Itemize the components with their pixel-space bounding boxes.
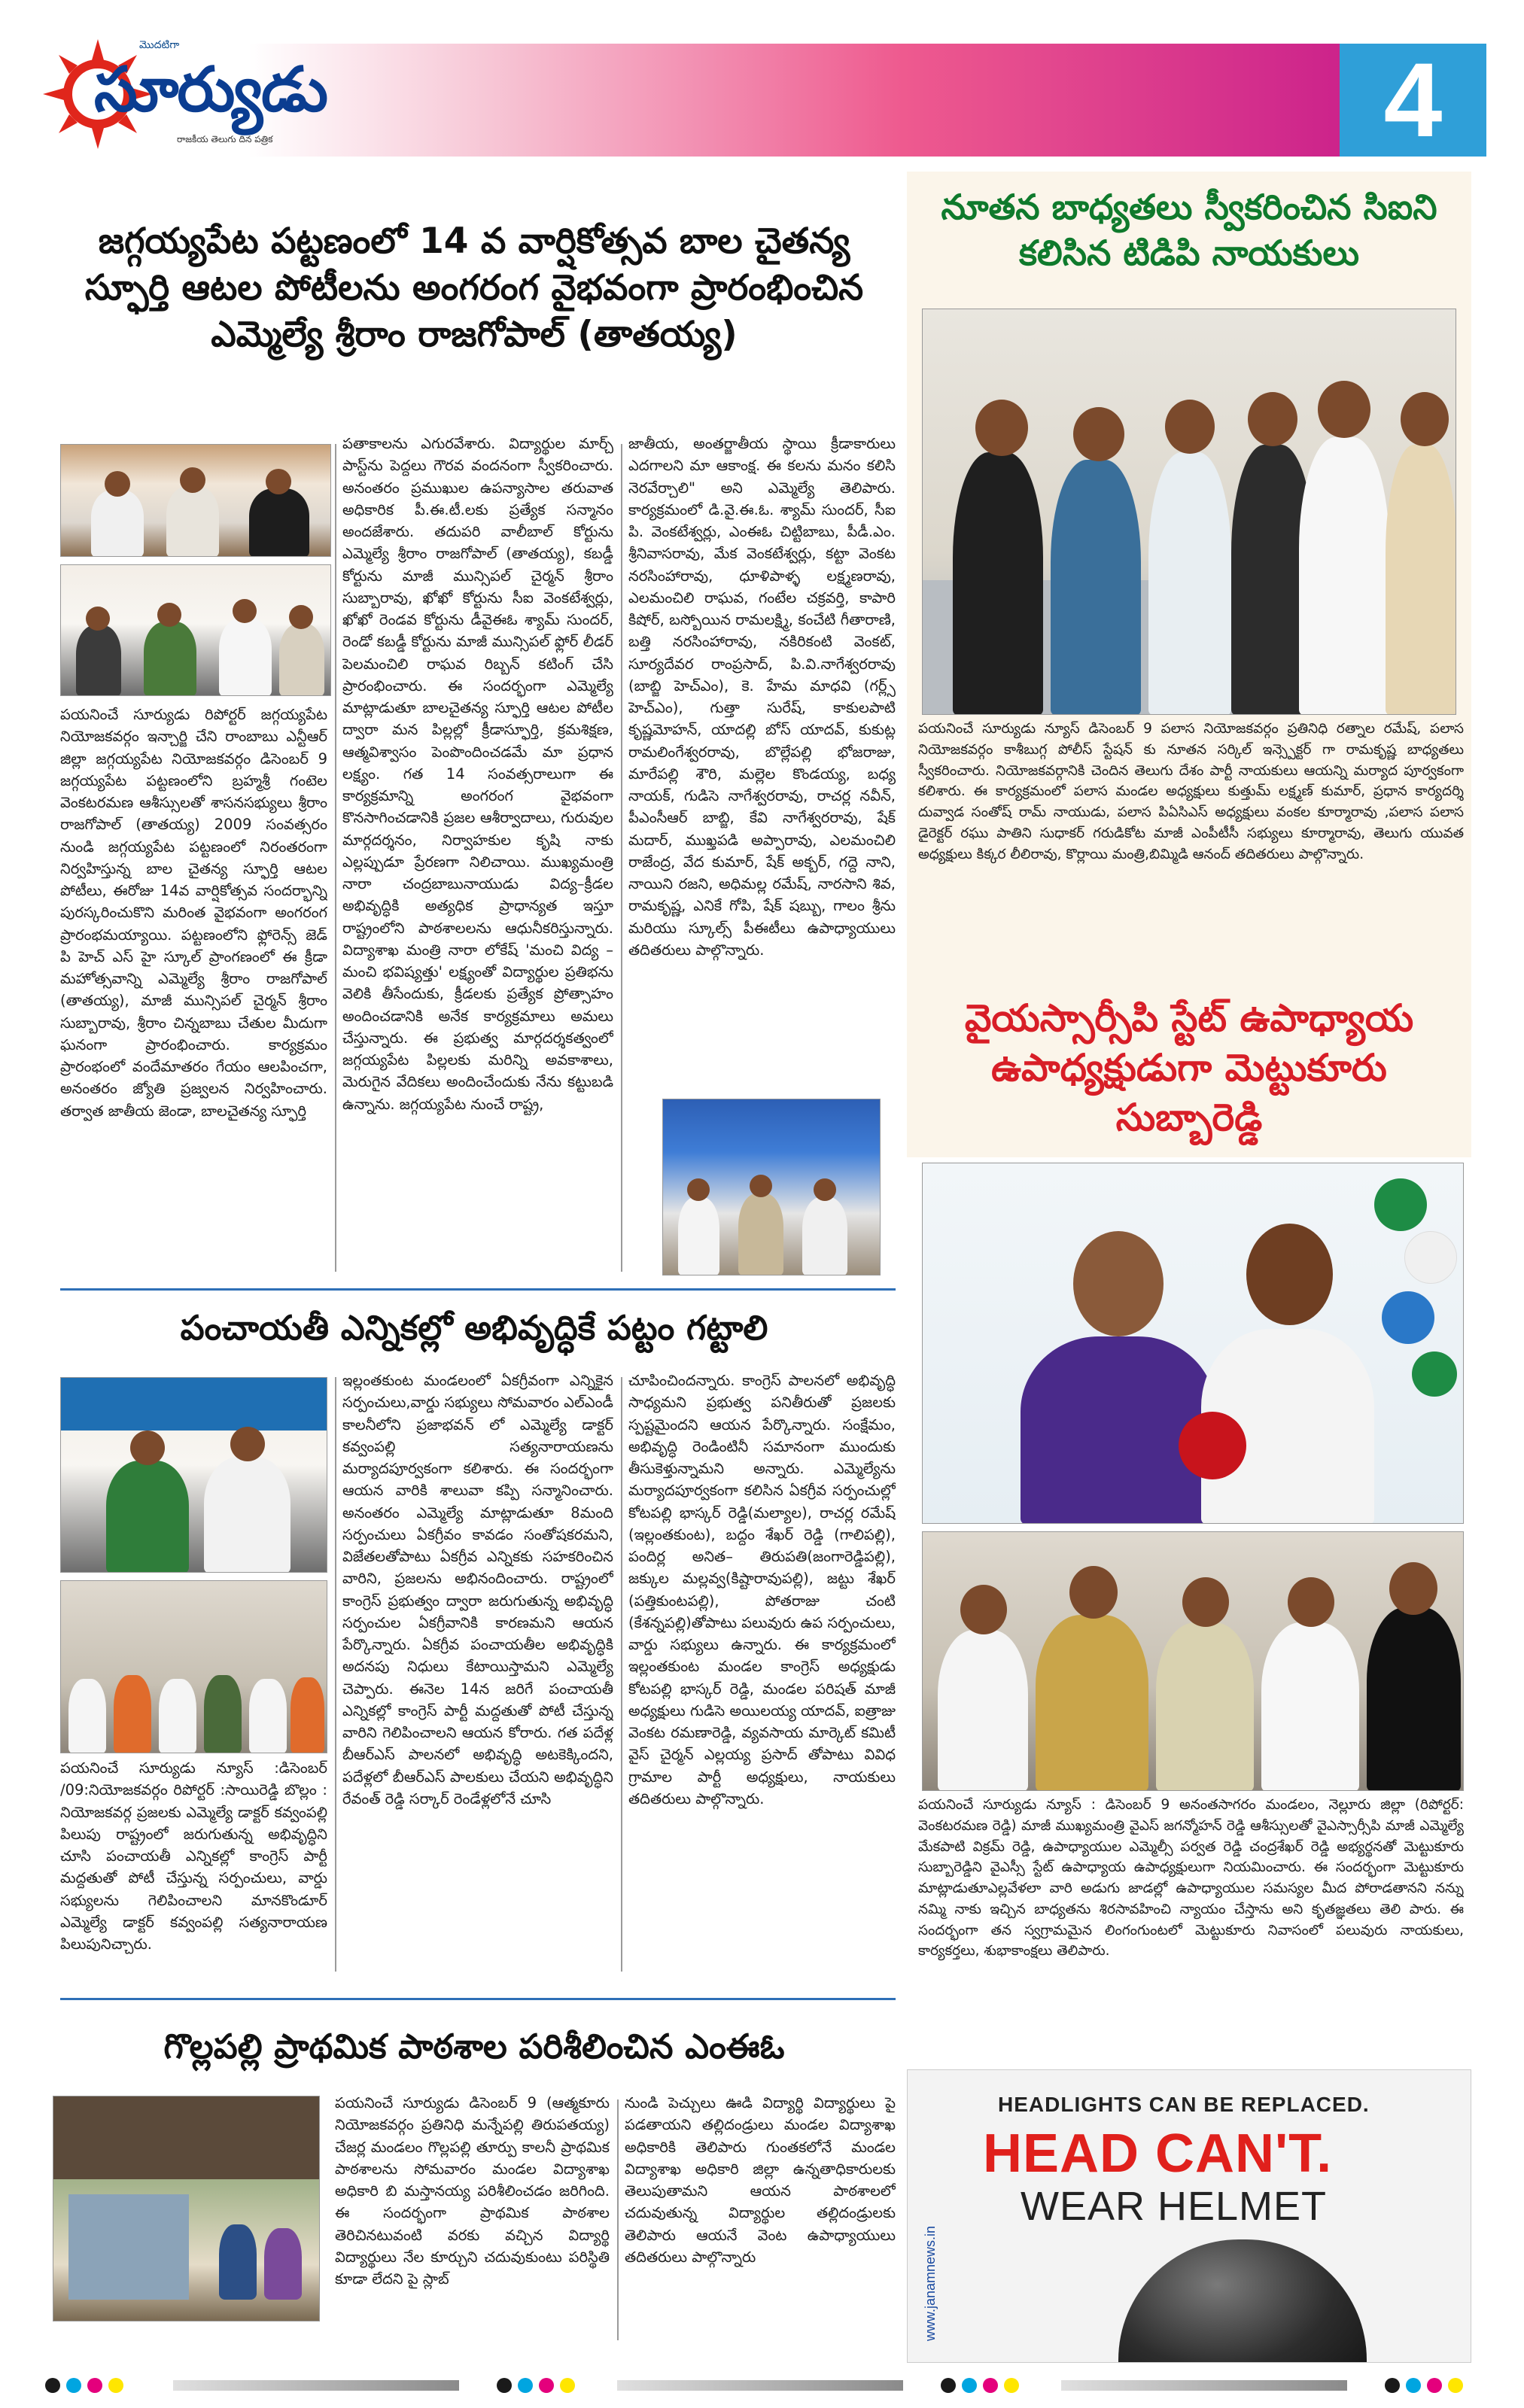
article5-headline: వైయస్సార్సీపి స్టేట్ ఉపాధ్యాయ ఉపాధ్యక్షుడుగా మెట్టుకూరు సుబ్బారెడ్డి bbox=[964, 996, 1414, 1139]
article1-photo-lamp-lighting bbox=[60, 444, 331, 557]
article2-photo-group bbox=[60, 1580, 327, 1753]
article3-column-2: నుండి పెచ్చులు ఊడి విద్యార్థి విద్యార్థులు పై పడతాయని తల్లిదండ్రులు మండల విద్యాశాఖ అధికారికి తెలిపారు గుంతకలోనే మండల విద్యాశాఖ అధికారి జిల్లా ఉన్నతాధికారులకు తెలుపుతామని ఆయన పాఠశాలలో చదువుతున్న విద్యార్థుల తల్లిదండ్రులకు తెలిపారు ఆయనే వెంట ఉపాధ్యాయులు తదితరులు పాల్గొన్నారు bbox=[625, 2094, 896, 2266]
logo-small-text: మొదటిగా bbox=[139, 39, 180, 51]
logo-tagline: రాజకీయ తెలుగు దిన పత్రిక bbox=[177, 134, 273, 144]
article1-headline: జగ్గయ్యపేట పట్టణంలో 14 వ వార్షికోత్సవ బాల చైతన్య స్ఫూర్తి ఆటల పోటీలను అంగరంగ వైభవంగా ప్రారంభించిన ఎమ్మెల్యే శ్రీరాం రాజగోపాల్ (తాతయ్య) bbox=[84, 220, 864, 356]
article5-photo-group bbox=[922, 1531, 1464, 1791]
section-divider bbox=[60, 1998, 896, 2000]
newspaper-logo bbox=[41, 30, 327, 158]
article5-photo-felicitation bbox=[922, 1163, 1464, 1524]
ad-line-2: HEAD CAN'T. bbox=[983, 2124, 1333, 2184]
article2-headline: పంచాయతీ ఎన్నికల్లో అభివృద్ధికే పట్టం గట్టాలి bbox=[180, 1308, 768, 1348]
ad-line-1: HEADLIGHTS CAN BE REPLACED. bbox=[998, 2093, 1370, 2116]
article5-body: పయనించే సూర్యుడు న్యూస్ : డిసెంబర్ 9 అనంతసాగరం మండలం, నెల్లూరు జిల్లా (రిపోర్టర్: వెంకటరమణ రెడ్డి) మాజీ ముఖ్యమంత్రి వైఎస్ జగన్మోహన్ రెడ్డి ఆశీస్సులతో వైఎస్సార్సీపి మాజీ ఎమ్మెల్యే మేకపాటి విక్రమ్ రెడ్డి, ఉపాధ్యాయుల ఎమ్మెల్సీ పర్వత రెడ్డి చంద్రశేఖర్ రెడ్డి అభ్యర్థనతో మెట్టుకూరు సుబ్బారెడ్డిని వైఎస్సీ స్టేట్ ఉపాధ్యాయ ఉపాధ్యక్షులుగా నియమించారు. ఈ సందర్భంగా మెట్టుకూరు మాట్లాడుతూఎల్లవేళలా వారి అడుగు జాడల్లో ఉపాధ్యాయుల సమస్యల మీద పోరాడతానని నన్ను నమ్మి నాకు ఇచ్చిన బాధ్యతను శిరసావహించి న్యాయం చేస్తాను అని కృతజ్ఞతలు తెలి పారు. ఈ సందర్భంగా తన స్వగ్రామమైన లింగంగుంటలో మెట్టుకూరు నివాసంలో పలువురు నాయకులు, కార్యకర్తలు, శుభాకాంక్షలు తెలిపారు. bbox=[918, 1797, 1464, 1960]
article2-column-1: పయనించే సూర్యుడు న్యూస్ :డిసెంబర్ /09:నియోజకవర్గం రిపోర్టర్ :సాయిరెడ్డి బొల్లం : నియోజకవర్గ ప్రజలకు ఎమ్మెల్యే డాక్టర్ కవ్వంపల్లి పిలుపు రాష్ట్రంలో జరుగుతున్న అభివృద్ధిని చూసి పంచాయతీ ఎన్నికల్లో కాంగ్రెస్ పార్టీ మద్దతుతో పోటీ చేస్తున్న సర్పంచులు, వార్డు సభ్యులను గెలిపించాలని మానకొండూర్ ఎమ్మెల్యే డాక్టర్ కవ్వంపల్లి సత్యనారాయణ పిలుపునిచ్చారు. bbox=[60, 1759, 327, 1953]
column-divider bbox=[621, 1377, 622, 1972]
column-divider bbox=[617, 2099, 619, 2340]
print-color-bar bbox=[0, 2370, 1524, 2400]
article1-column-1: పయనించే సూర్యుడు రిపోర్టర్ జగ్గయ్యపేట నియోజకవర్గం ఇన్చార్జి చేని రాంబాబు ఎన్టీఆర్ జిల్లా జగ్గయ్యపేట నియోజకవర్గం డిసెంబర్ 9 జగ్గయ్యపేట పట్టణంలోని బ్రహ్మశ్రీ గంటెల వెంకటరమణ ఆశీస్సులతో శాసనసభ్యులు శ్రీరాం రాజగోపాల్ (తాతయ్య) 2009 సంవత్సరం నుండి జగ్గయ్యపేట పట్టణంలో నిరంతరంగా నిర్వహిస్తున్న బాల చైతన్య స్ఫూర్తి ఆటల పోటీలు, ఈరోజు 14వ వార్షికోత్సవ సందర్భాన్ని పురస్కరించుకొని మరింత వైభవంగా అంగరంగ ప్రారంభమయ్యాయి. పట్టణంలోని ఫ్లోరెన్స్ జెడ్ పి హెచ్ ఎస్ హై స్కూల్ ప్రాంగణంలో ఈ క్రీడా మహోత్సవాన్ని ఎమ్మెల్యే శ్రీరాం రాజగోపాల్ (తాతయ్య), మాజీ మున్సిపల్ చైర్మన్ శ్రీరాం సుబ్బారావు, శ్రీరాం చిన్నబాబు చేతుల మీదుగా ఘనంగా ప్రారంభించారు. కార్యక్రమం ప్రారంభంలో వందేమాతరం గేయం ఆలపించగా, అనంతరం జ్యోతి ప్రజ్వలన నిర్వహించారు. తర్వాత జాతీయ జెండా, బాలచైతన్య స్ఫూర్తి bbox=[60, 706, 327, 1120]
article4-body: పయనించే సూర్యుడు న్యూస్ డిసెంబర్ 9 పలాస నియోజకవర్గం ప్రతినిధి రత్నాల రమేష్, పలాస నియోజకవర్గం కాశీబుగ్గ పోలీస్ స్టేషన్ కు నూతన సర్కిల్ ఇన్స్పెక్టర్ గా రామకృష్ణ బాధ్యతలు స్వీకరించారు. నియోజకవర్గానికి చెందిన తెలుగు దేశం పార్టీ నాయకులు ఆయన్ని మర్యాద పూర్వకంగా కలిశారు. ఈ కార్యక్రమంలో పలాస మండల అధ్యక్షులు కుత్తుమ్ లక్ష్మణ్ కుమార్, ప్రధాన కార్యదర్శి దువ్వాడ సంతోష్ రామ్ నాయుడు, పలాస పిఏసిఎస్ అధ్యక్షులు వంకల కూర్మారావు ,పలాస పలాస డైరెక్టర్ రఘు పాతిని సుధాకర్ గరుడికోట మాజీ ఎంపీటీసీ సభ్యులు కూర్మారావు, తెలుగు యువత అధ్యక్షులు కిక్కర లీలిరావు, కొర్లాయి మంత్రి,బిమ్మిడి ఆనంద్ తదితరులు పాల్గొన్నారు. bbox=[918, 721, 1464, 862]
column-divider bbox=[335, 1377, 336, 1972]
article4-photo-ci-meeting bbox=[922, 309, 1456, 715]
column-divider bbox=[335, 444, 336, 1272]
article4-headline: నూతన బాధ్యతలు స్వీకరించిన సిఐని కలిసిన టిడిపి నాయకులు bbox=[941, 187, 1437, 273]
article2-column-2: ఇల్లంతకుంట మండలంలో ఏకగ్రీవంగా ఎన్నికైన సర్పంచులు,వార్డు సభ్యులు సోమవారం ఎల్ఎండీ కాలనీలోని ప్రజాభవన్ లో ఎమ్మెల్యే డాక్టర్ కవ్వంపల్లి సత్యనారాయణను మర్యాదపూర్వకంగా కలిశారు. ఈ సందర్భంగా ఆయన వారికి శాలువా కప్పి సన్మానించారు. అనంతరం ఎమ్మెల్యే మాట్లాడుతూ 8మంది సర్పంచులు ఏకగ్రీవం కావడం సంతోషకరమని, విజేతలతోపాటు ఏకగ్రీవ ఎన్నికకు సహకరించిన వారిని, ప్రజలను అభినందించారు. రాష్ట్రంలో కాంగ్రెస్ ప్రభుత్వం ద్వారా జరుగుతున్న అభివృద్ధి సర్పంచుల ఏకగ్రీవానికి కారణమని ఆయన పేర్కొన్నారు. ఏకగ్రీవ పంచాయతీల అభివృద్ధికి అదనపు నిధులు కేటాయిస్తామని ఎమ్మెల్యే చెప్పారు. ఈనెల 14న జరిగే పంచాయతీ ఎన్నికల్లో కాంగ్రెస్ పార్టీ మద్దతుతో పోటీ చేస్తున్న వారిని గెలిపించాలని ఆయన కోరారు. గత పదేళ్ల బీఆర్ఎస్ పాలనలో అభివృద్ధి అటకెక్కిందని, పదేళ్లలో బీఆర్ఎస్ పాలకులు చేయని అభివృద్ధిని రేవంత్ రెడ్డి సర్కార్ రెండేళ్లలోనే చూసి bbox=[342, 1372, 613, 1808]
article1-photo-ribbon-cutting bbox=[60, 564, 331, 696]
ad-line-3: WEAR HELMET bbox=[1021, 2184, 1328, 2229]
article3-headline: గొల్లపల్లి ప్రాథమిక పాఠశాల పరిశీలించిన ఎంఈఓ bbox=[163, 2026, 785, 2066]
logo-title: సూర్యుడు bbox=[94, 54, 327, 126]
article2-photo-shawl-felicitation bbox=[60, 1377, 327, 1573]
masthead bbox=[0, 0, 1524, 173]
helmet-advertisement bbox=[907, 2069, 1471, 2363]
article3-column-1: పయనించే సూర్యుడు డిసెంబర్ 9 (ఆత్మకూరు నియోజకవర్గం ప్రతినిధి మన్నేపల్లి తిరుపతయ్య) చేజర్ల మండలం గొల్లపల్లి తూర్పు కాలనీ ప్రాథమిక పాఠశాలను సోమవారం మండల విద్యాశాఖ అధికారి బి మస్తానయ్య పరిశీలించడం జరిగింది. ఈ సందర్భంగా ప్రాథమిక పాఠశాల తెరిచినటువంటి వరకు వచ్చిన విద్యార్థి విద్యార్థులు నేల కూర్చుని చదువుకుంటు పరిస్థితి కూడా లేదని పై స్లాబ్ bbox=[335, 2094, 610, 2288]
section-divider bbox=[60, 1288, 896, 1291]
ad-website: www.janamnews.in bbox=[923, 2225, 938, 2341]
article2-column-3: చూపించిందన్నారు. కాంగ్రెస్ పాలనలో అభివృద్ధి సాధ్యమని ప్రభుత్వ పనితీరుతో ప్రజలకు స్పష్టమైందని ఆయన పేర్కొన్నారు. సంక్షేమం, అభివృద్ధి రెండింటినీ సమానంగా ముందుకు తీసుకెళ్తున్నామని అన్నారు. ఎమ్మెల్యేను మర్యాదపూర్వకంగా కలిసిన ఏకగ్రీవ సర్పంచుల్లో కోటపల్లి భాస్కర్ రెడ్డి(మల్యాల), రాచర్ల రమేష్ (ఇల్లంతకుంట), బద్దం శేఖర్ రెడ్డి (గాలిపల్లి), పందిర్ల అనిత– తిరుపతి(జంగారెడ్డిపల్లి), జక్కుల మల్లవ్వ(కిష్టారావుపల్లి), జట్టు శేఖర్ (పత్తికుంటపల్లి), పోతరాజు చంటి (కేశన్నపల్లి)తోపాటు పలువురు ఉప సర్పంచులు, వార్డు సభ్యులు ఉన్నారు. ఈ కార్యక్రమంలో ఇల్లంతకుంట మండల కాంగ్రెస్ అధ్యక్షుడు కోటపల్లి భాస్కర్ రెడ్డి, మండల పరిషత్ మాజీ అధ్యక్షులు గుడిసె అయిలయ్య యాదవ్, ఐత్రాజు వెంకట రమణారెడ్డి, వ్యవసాయ మార్కెట్ కమిటీ వైస్ చైర్మన్ ఎల్లయ్య ప్రసాద్ తోపాటు వివిధ గ్రామాల పార్టీ అధ్యక్షులు, నాయకులు తదితరులు పాల్గొన్నారు. bbox=[628, 1372, 896, 1808]
article1-column-2: పతాకాలను ఎగురవేశారు. విద్యార్థుల మార్చ్ పాస్ట్‌ను పెద్దలు గౌరవ వందనంగా స్వీకరించారు. అనంతరం ప్రముఖుల ఉపన్యాసాల తరువాత అధికారిక పీ.ఈ.టీ.లకు ప్రత్యేక సన్మానం అందజేశారు. తదుపరి వాలీబాల్ కోర్టును ఎమ్మెల్యే శ్రీరాం రాజగోపాల్ (తాతయ్య), కబడ్డీ కోర్టును మాజీ మున్సిపల్ చైర్మన్ శ్రీరాం సుబ్బారావు, ఖోఖో కోర్టును సీఐ వెంకటేశ్వర్లు, ఖోఖో రెండవ కోర్టును డీవైఈఓ శ్యామ్ సుందర్, రెండో కబడ్డీ కోర్టును మాజీ మున్సిపల్ ఫ్లోర్ లీడర్ పెలమంచిలి రాఘవ రిబ్బన్ కటింగ్ చేసి ప్రారంభించారు. ఈ సందర్భంగా ఎమ్మెల్యే మాట్లాడుతూ బాలచైతన్య స్ఫూర్తి ఆటల పోటీల ద్వారా మన పిల్లల్లో క్రీడాస్ఫూర్తి, క్రమశిక్షణ, ఆత్మవిశ్వాసం పెంపొందించడమే మా ప్రధాన లక్ష్యం. గత 14 సంవత్సరాలుగా ఈ కార్యక్రమాన్ని అంగరంగ వైభవంగా కొనసాగించడానికి ప్రజల ఆశీర్వాదాలు, గురువుల మార్గదర్శనం, నిర్వాహకుల కృషి నాకు ఎల్లప్పుడూ ప్రేరణగా నిలిచాయి. ముఖ్యమంత్రి నారా చంద్రబాబునాయుడు విద్య–క్రీడల అభివృద్ధికి అత్యధిక ప్రాధాన్యత ఇస్తూ రాష్ట్రంలోని పాఠశాలలను ఆధునీకరిస్తున్నారు. విద్యాశాఖ మంత్రి నారా లోకేష్ 'మంచి విద్య – మంచి భవిష్యత్తు' లక్ష్యంతో విద్యార్థుల ప్రతిభను వెలికి తీసేందుకు, క్రీడలకు ప్రత్యేక ప్రోత్సాహం అందించడానికి అనేక కార్యక్రమాలు అమలు చేస్తున్నారు. ఈ ప్రభుత్వ మార్గదర్శకత్వంలో జగ్గయ్యపేట పిల్లలకు మరిన్ని అవకాశాలు, మెరుగైన వేదికలు అందించేందుకు నేను కట్టుబడి ఉన్నాను. జగ్గయ్యపేట నుంచే రాష్ట్ర, bbox=[342, 435, 613, 1113]
masthead-gradient-bar bbox=[248, 44, 1437, 157]
helmet-icon bbox=[1118, 2239, 1367, 2363]
column-divider bbox=[621, 444, 622, 1272]
page-number: 4 bbox=[1340, 44, 1486, 157]
article1-column-3: జాతీయ, అంతర్జాతీయ స్థాయి క్రీడాకారులు ఎదగాలని మా ఆకాంక్ష. ఈ కలను మనం కలిసి నెరవేర్చాలి" అని ఎమ్మెల్యే తెలిపారు. కార్యక్రమంలో డి.వై.ఈ.ఓ. శ్యామ్ సుందర్, సీఐ పి. వెంకటేశ్వర్లు, ఎంఈఓ చిట్టిబాబు, పీడీ.ఎం. శ్రీనివాసరావు, మేక వెంకటేశ్వర్లు, కట్టా వెంకట నరసింహారావు, ధూళిపాళ్ళ లక్ష్మణరావు, ఎలమంచిలి రాఘవ, గంటేల చక్రవర్తి, కాపారి కిషోర్, బస్బోయిన రామలక్ష్మి, కంచేటి గీతారాణి, బత్తి నరసింహారావు, నకిరికంటి వెంకట్, సూర్యదేవర రాంప్రసాద్, పి.వి.నాగేశ్వరరావు (బాబ్జి హెచ్ఎం), కె. హేమ మాధవి (గర్ల్స్ హెచ్ఎం), గుత్తా సురేష్, కాకులపాటి కృష్ణమోహన్, యాదల్లి బోస్ యాదవ్, కుకుట్ల రామలింగేశ్వరరావు, బొల్లేపల్లి భోజరాజు, మారేపల్లి శౌరి, మల్లెల కొండయ్య, బధ్య నాయక్, గుడిసె నాగేశ్వరరావు, రాచర్ల నవీన్, పీఎంసీఆర్ బాబ్జి, కేవి నాగేశ్వరరావు, షేక్ మదార్, ముఖ్తపడి అప్పారావు, ఎలమంచిలి రాజేంద్ర, వేద కుమార్, షేక్ అక్బర్, గద్దె నాని, నాయిని రజని, అధిమల్ల రమేష్, నారసాని శివ, రామకృష్ణ, ఎనికే గోపి, షేక్ షబ్బు, గాలం శ్రీను మరియు స్కూల్స్ పీఈటీలు ఉపాధ్యాయులు తదితరులు పాల్గొన్నారు. bbox=[628, 435, 896, 959]
article3-photo-school bbox=[53, 2096, 320, 2321]
article1-photo-court-opening bbox=[662, 1099, 881, 1275]
